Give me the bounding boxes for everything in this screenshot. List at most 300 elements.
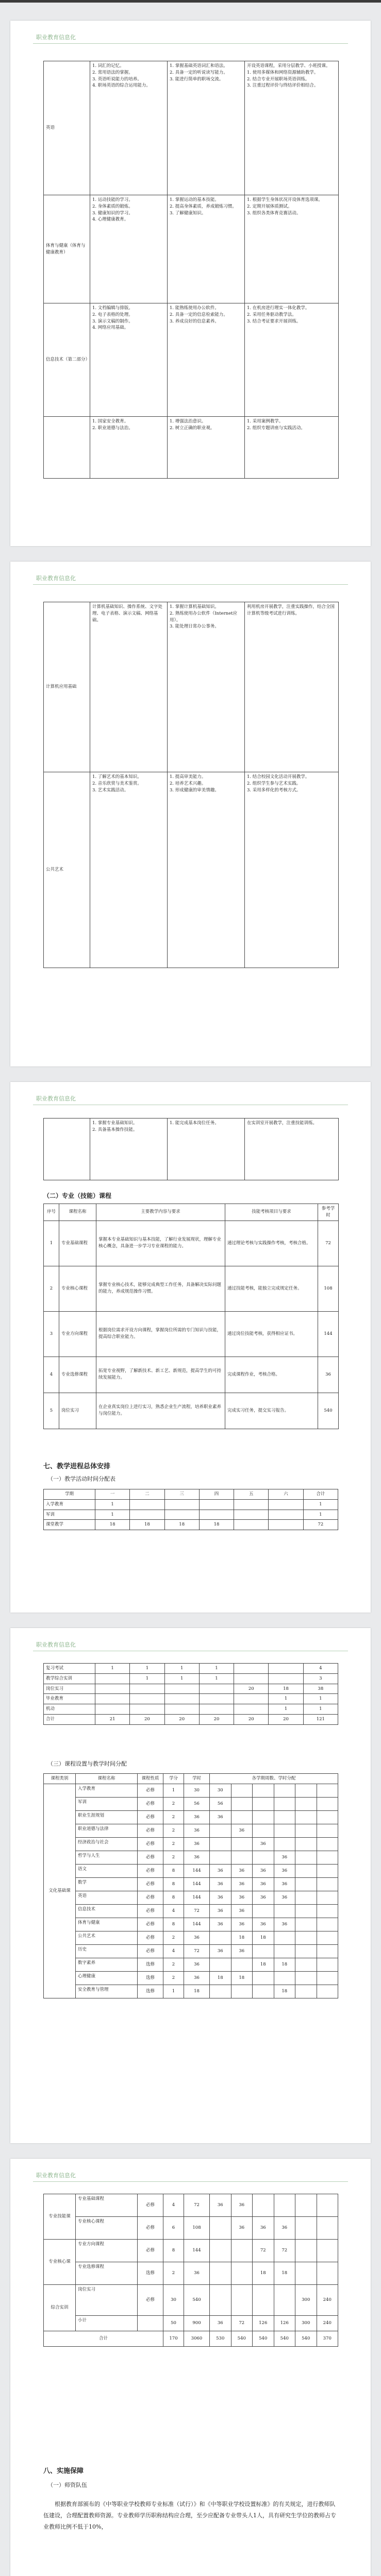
course-remark: 开设英语课程，采用分层教学、小班授课。 1. 使用多媒体和网络资源辅助教学。 2. 结合专业开展职场英语训练。 3. 注重过程评价与终结评价相结合。 [245, 61, 339, 195]
column-header: 五 [234, 1489, 269, 1500]
course-category [44, 417, 90, 479]
term-hours [317, 1824, 338, 1837]
term-hours: 18 [210, 1971, 231, 1985]
term-hours [317, 2262, 338, 2285]
page-header-rule [33, 584, 348, 585]
course-credits: 2 [163, 1810, 184, 1824]
cell: 1 [303, 1694, 338, 1704]
course-name: 职业道德与法律 [76, 1824, 138, 1837]
course-no: 2 [44, 1266, 59, 1311]
course-nature: 必修 [138, 1904, 163, 1918]
table-row [44, 1520, 338, 1530]
term-hours: 36 [274, 1851, 295, 1864]
public-course-table-continued [43, 1118, 339, 1180]
term-hours: 240 [317, 2316, 338, 2331]
term-hours: 36 [210, 1918, 231, 1931]
cell: 20 [234, 1714, 269, 1724]
course-hours: 144 [184, 1877, 210, 1891]
term-hours [231, 1784, 253, 1797]
course-nature: 选修 [138, 2262, 163, 2285]
course-hours: 540 [318, 1393, 339, 1429]
column-header: 二 [130, 1489, 164, 1500]
term-hours: 18 [253, 1958, 274, 1971]
cell: 18 [269, 1684, 303, 1694]
cell: 1 [95, 1664, 130, 1674]
course-name: 专业选修课程 [76, 2262, 138, 2285]
table-row [44, 1357, 339, 1393]
table-row [44, 1944, 338, 1958]
page-header-logo: 职业教育信息化 [36, 1641, 76, 1648]
table-row [44, 1958, 338, 1971]
course-requirement: 1. 掌握基础英语词汇和语法。 2. 具备一定的听说读写能力。 3. 能进行简单的职场交流。 [168, 61, 245, 195]
term-hours [253, 1797, 274, 1810]
cell: 1 [199, 1673, 234, 1684]
term-hours [317, 1918, 338, 1931]
course-name: 小计 [76, 2316, 138, 2331]
term-hours [317, 1837, 338, 1851]
term-hours: 36 [210, 1891, 231, 1904]
course-nature: 必修 [138, 1877, 163, 1891]
course-content: 掌握专业核心技术，能够完成典型工作任务，具备解决实际问题的能力，养成规范操作习惯。 [96, 1266, 225, 1311]
term-hours: 18 [274, 2262, 295, 2285]
table-row [44, 1824, 338, 1837]
course-name: 专业基础课程 [59, 1221, 96, 1266]
cell: 1 [269, 1704, 303, 1715]
section-title: 八、实施保障 [43, 2467, 84, 2475]
term-hours: 36 [210, 2194, 231, 2217]
cell: 18 [199, 1520, 234, 1530]
term-hours: 36 [231, 1904, 253, 1918]
term-hours [317, 1797, 338, 1810]
page-3 [10, 1082, 371, 1613]
page-5 [10, 2159, 371, 2576]
page-header-logo: 职业教育信息化 [36, 1095, 76, 1102]
course-skill: 完成实习任务，提交实习报告。 [225, 1393, 318, 1429]
term-hours [210, 2262, 231, 2285]
column-header: 课程名称 [59, 1204, 96, 1221]
term-hours: 36 [274, 1891, 295, 1904]
course-hours: 30 [184, 1784, 210, 1797]
table-row [44, 1971, 338, 1985]
course-hours: 36 [184, 1837, 210, 1851]
term-hours [231, 1837, 253, 1851]
cell [199, 1510, 234, 1520]
cell [95, 1694, 130, 1704]
row-label: 岗位实习 [44, 1684, 95, 1694]
table-row [44, 303, 339, 417]
term-hours: 72 [274, 2240, 295, 2262]
total-label: 合计 [44, 2331, 163, 2347]
term-hours [231, 2240, 253, 2262]
course-nature: 必修 [138, 2194, 163, 2217]
term-hours: 126 [253, 2316, 274, 2331]
table-row [44, 1985, 338, 1998]
course-name: 专业方向课程 [76, 2240, 138, 2262]
term-total: 530 [210, 2331, 231, 2347]
term-hours [231, 1797, 253, 1810]
course-hours: 144 [184, 1864, 210, 1877]
term-hours [295, 1810, 317, 1824]
course-credits: 6 [163, 2217, 184, 2240]
term-hours [253, 1784, 274, 1797]
course-credits: 2 [163, 1797, 184, 1810]
column-header: 六 [269, 1489, 303, 1500]
term-hours: 36 [210, 1877, 231, 1891]
term-hours: 72 [253, 2240, 274, 2262]
term-hours [295, 1985, 317, 1998]
term-hours [295, 1784, 317, 1797]
course-nature: 选修 [138, 1971, 163, 1985]
term-hours [295, 2194, 317, 2217]
course-hours: 56 [184, 1797, 210, 1810]
cell: 121 [303, 1714, 338, 1724]
cell [199, 1499, 234, 1510]
term-hours [317, 1864, 338, 1877]
table-row [44, 417, 339, 479]
term-hours [295, 1891, 317, 1904]
table-row [44, 1931, 338, 1944]
course-content: 1. 国家安全教育。 2. 职业道德与法治。 [90, 417, 168, 479]
course-nature: 必修 [138, 1918, 163, 1931]
term-hours [317, 1958, 338, 1971]
term-hours [274, 1824, 295, 1837]
course-nature: 必修 [138, 1931, 163, 1944]
course-name: 专业选修课程 [59, 1357, 96, 1393]
table-row [44, 2194, 338, 2217]
course-credits: 50 [163, 2316, 184, 2331]
course-nature: 必修 [138, 2217, 163, 2240]
cell: 1 [130, 1664, 164, 1674]
course-hours: 108 [184, 2217, 210, 2240]
cell [164, 1499, 199, 1510]
term-hours [274, 1797, 295, 1810]
cell: 1 [199, 1664, 234, 1674]
cell [95, 1684, 130, 1694]
course-name: 入学教育 [76, 1784, 138, 1797]
row-label: 军训 [44, 1510, 95, 1520]
term-hours: 300 [295, 2285, 317, 2316]
cell [269, 1510, 303, 1520]
term-hours [253, 2285, 274, 2316]
term-hours [317, 1944, 338, 1958]
table-row [44, 1891, 338, 1904]
table-row [44, 2262, 338, 2285]
term-hours [295, 2262, 317, 2285]
cell [164, 1684, 199, 1694]
course-content: 1. 词汇的记忆。 2. 常用语法的掌握。 3. 英语听说能力的培养。 4. 职场英语的综合运用能力。 [90, 61, 168, 195]
row-group-label: 专业核心课 [44, 2240, 76, 2285]
table-header-row [44, 1774, 338, 1784]
professional-course-table [43, 1204, 339, 1429]
term-hours [295, 1851, 317, 1864]
term-hours [274, 1931, 295, 1944]
course-content: 1. 文档编辑与排版。 2. 电子表格的处理。 3. 演示文稿的制作。 4. 网络应用基础。 [90, 303, 168, 417]
cell [269, 1499, 303, 1510]
table-header-row [44, 1489, 338, 1500]
term-hours [317, 1904, 338, 1918]
row-group-label: 综合实训 [44, 2285, 76, 2331]
term-hours [231, 2285, 253, 2316]
term-hours [274, 1971, 295, 1985]
course-hours: 144 [318, 1311, 339, 1357]
course-nature: 必修 [138, 1810, 163, 1824]
course-hours: 36 [184, 1971, 210, 1985]
course-hours: 72 [318, 1221, 339, 1266]
term-hours [317, 1931, 338, 1944]
course-category: 计算机应用基础 [44, 602, 90, 772]
row-label: 教学综合实训 [44, 1673, 95, 1684]
cell: 20 [130, 1714, 164, 1724]
row-label: 机动 [44, 1704, 95, 1715]
page-1 [10, 21, 371, 546]
table-row [44, 1684, 338, 1694]
term-hours: 18 [253, 1931, 274, 1944]
public-course-table [43, 61, 339, 479]
course-hours: 36 [184, 1931, 210, 1944]
table-row [44, 2285, 338, 2316]
column-header: 一 [95, 1489, 130, 1500]
table-row [44, 1499, 338, 1510]
term-hours: 36 [253, 1877, 274, 1891]
course-name: 体育与健康 [76, 1918, 138, 1931]
course-credits: 2 [163, 2262, 184, 2285]
cell: 4 [303, 1664, 338, 1674]
course-hours: 540 [184, 2285, 210, 2316]
course-hours: 144 [184, 1891, 210, 1904]
term-hours [317, 2217, 338, 2240]
term-hours [210, 1837, 231, 1851]
course-nature: 选修 [138, 1958, 163, 1971]
course-name: 岗位实习 [76, 2285, 138, 2316]
course-name: 心理健康 [76, 1971, 138, 1985]
course-credits: 8 [163, 2240, 184, 2262]
course-credits: 8 [163, 1891, 184, 1904]
course-content: 1. 运动技能的学习。 2. 身体素质的锻炼。 3. 健康知识的学习。 4. 心理健康教育。 [90, 195, 168, 303]
term-hours: 300 [295, 2316, 317, 2331]
cell: 3 [303, 1673, 338, 1684]
cell: 1 [95, 1499, 130, 1510]
term-hours: 36 [210, 1810, 231, 1824]
term-hours [210, 2285, 231, 2316]
course-requirement: 1. 能完成基本岗位任务。 [168, 1118, 245, 1180]
column-header: 各学期周数、学时分配 [210, 1774, 338, 1784]
term-hours: 36 [231, 1824, 253, 1837]
course-hours: 36 [184, 1851, 210, 1864]
course-nature: 选修 [138, 1985, 163, 1998]
term-hours [253, 1824, 274, 1837]
cell [199, 1684, 234, 1694]
course-category: 信息技术（第二部分） [44, 303, 90, 417]
course-hours: 144 [184, 2240, 210, 2262]
term-hours: 36 [274, 2217, 295, 2240]
cell [269, 1664, 303, 1674]
row-label: 入学教育 [44, 1499, 95, 1510]
course-hours: 36 [184, 1810, 210, 1824]
course-name: 经济政治与社会 [76, 1837, 138, 1851]
term-hours [295, 2217, 317, 2240]
term-hours [317, 1891, 338, 1904]
body-paragraph: 根据教育部颁布的《中等职业学校教师专业标准（试行）》和《中等职业学校设置标准》的有关规定，进行教师队伍建设，合理配置教师资源。专业教师学历职称结构应合理，至少应配备专业带头人1人，具有研究生学位的教师占专业教师比例不低于10%， [43, 2501, 336, 2530]
course-category [44, 1118, 90, 1180]
course-nature: 必修 [138, 1851, 163, 1864]
cell [269, 1673, 303, 1684]
term-hours [274, 1837, 295, 1851]
cell [130, 1510, 164, 1520]
course-name: 专业核心课程 [76, 2217, 138, 2240]
course-skill: 通过技能考核，能独立完成规定任务。 [225, 1266, 318, 1311]
course-category: 体育与健康（体育与健康教育） [44, 195, 90, 303]
course-requirement: 1. 掌握计算机基础知识。 2. 熟练使用办公软件（Internet应用）。 3. 能处理日常办公事务。 [168, 602, 245, 772]
term-hours [231, 1810, 253, 1824]
term-hours [295, 1837, 317, 1851]
term-hours: 36 [274, 1877, 295, 1891]
term-hours: 36 [210, 1944, 231, 1958]
course-name: 军训 [76, 1797, 138, 1810]
course-credits: 2 [163, 1837, 184, 1851]
course-nature: 必修 [138, 2240, 163, 2262]
term-hours [253, 1904, 274, 1918]
cell [199, 1704, 234, 1715]
term-hours [295, 1904, 317, 1918]
term-hours [253, 1851, 274, 1864]
term-hours [274, 1944, 295, 1958]
cell [95, 1704, 130, 1715]
table-row [44, 1510, 338, 1520]
table-row [44, 1714, 338, 1724]
term-hours: 36 [231, 1891, 253, 1904]
term-hours: 36 [210, 1904, 231, 1918]
course-name: 职业生涯规划 [76, 1810, 138, 1824]
row-label: 合计 [44, 1714, 95, 1724]
table-row [44, 1673, 338, 1684]
term-hours [317, 1971, 338, 1985]
column-header: 主要教学内容与要求 [96, 1204, 225, 1221]
course-name: 专业核心课程 [59, 1266, 96, 1311]
term-hours: 56 [210, 1797, 231, 1810]
term-hours [274, 2194, 295, 2217]
cell [234, 1664, 269, 1674]
term-hours [295, 1864, 317, 1877]
term-hours: 30 [210, 1784, 231, 1797]
course-credits: 2 [163, 1958, 184, 1971]
subsection-title: （三）课程设置与教学时间分配 [47, 1760, 127, 1767]
cell [164, 1510, 199, 1520]
subsection-title: （一）教学活动时间分配表 [47, 1476, 115, 1482]
term-hours [210, 2217, 231, 2240]
course-name: 岗位实习 [59, 1393, 96, 1429]
term-hours [317, 1851, 338, 1864]
course-name: 数字素养 [76, 1958, 138, 1971]
term-hours: 18 [274, 1985, 295, 1998]
term-hours [253, 2194, 274, 2217]
course-nature: 必修 [138, 1797, 163, 1810]
table-row [44, 772, 339, 968]
term-hours [253, 1971, 274, 1985]
course-no: 5 [44, 1393, 59, 1429]
term-hours: 126 [274, 2316, 295, 2331]
course-no: 1 [44, 1221, 59, 1266]
cell [234, 1704, 269, 1715]
term-total: 540 [231, 2331, 253, 2347]
cell [130, 1499, 164, 1510]
term-hours [295, 1971, 317, 1985]
course-remark: 利用机房开展教学，注重实践操作，结合全国计算机等级考试进行训练。 [245, 602, 339, 772]
cell [234, 1673, 269, 1684]
subsection-title: （一）师资队伍 [47, 2482, 87, 2488]
cell: 1 [95, 1510, 130, 1520]
cell: 1 [164, 1673, 199, 1684]
course-content: 计算机基础知识、操作系统、文字处理、电子表格、演示文稿、网络基础。 [90, 602, 168, 772]
course-skill: 通过理论考核与实践操作考核，考核合格。 [225, 1221, 318, 1266]
page-header-logo: 职业教育信息化 [36, 34, 76, 41]
course-credits: 30 [163, 2285, 184, 2316]
course-credits: 1 [163, 1784, 184, 1797]
course-nature: 必修 [138, 1784, 163, 1797]
term-hours: 18 [253, 2262, 274, 2285]
column-header: 三 [164, 1489, 199, 1500]
table-row [44, 1864, 338, 1877]
course-credits: 4 [163, 1904, 184, 1918]
course-remark: 1. 结合校园文化活动开展教学。 2. 组织学生参与艺术实践。 3. 采用多样化的考核方式。 [245, 772, 339, 968]
term-total: 540 [295, 2331, 317, 2347]
page-4 [10, 1628, 371, 2143]
page-header-rule [33, 43, 348, 44]
course-credits: 8 [163, 1918, 184, 1931]
cell: 20 [164, 1714, 199, 1724]
term-hours: 36 [253, 1891, 274, 1904]
table-row [44, 1851, 338, 1864]
page-header-logo: 职业教育信息化 [36, 2172, 76, 2179]
time-allocation-table-continued [43, 1663, 338, 1725]
cell [234, 1510, 269, 1520]
term-hours [253, 1985, 274, 1998]
table-row [44, 2240, 338, 2262]
cell [234, 1694, 269, 1704]
term-hours [317, 1784, 338, 1797]
term-hours: 18 [231, 1931, 253, 1944]
table-row [44, 1877, 338, 1891]
term-hours: 36 [231, 1877, 253, 1891]
column-header: 合计 [303, 1489, 338, 1500]
term-hours [295, 2240, 317, 2262]
term-hours: 18 [274, 1958, 295, 1971]
term-hours [210, 1824, 231, 1837]
cell [164, 1704, 199, 1715]
term-hours [274, 2285, 295, 2316]
term-hours: 36 [231, 1918, 253, 1931]
course-name: 公共艺术 [76, 1931, 138, 1944]
term-hours: 36 [210, 1864, 231, 1877]
course-hours: 36 [184, 1824, 210, 1837]
column-header: 技能考核项目与要求 [225, 1204, 318, 1221]
row-label: 课堂教学 [44, 1520, 95, 1530]
course-name: 历史 [76, 1944, 138, 1958]
course-remark: 1. 采用案例教学。 2. 组织专题讲座与实践活动。 [245, 417, 339, 479]
top-bar [0, 0, 381, 3]
course-category: 公共艺术 [44, 772, 90, 968]
term-hours [295, 1824, 317, 1837]
course-content: 根据岗位需求开设方向课程，掌握岗位所需的专门知识与技能，提高综合职业能力。 [96, 1311, 225, 1357]
course-name: 专业方向课程 [59, 1311, 96, 1357]
column-header: 课程名称 [76, 1774, 138, 1784]
table-row [44, 2217, 338, 2240]
course-credits: 2 [163, 1931, 184, 1944]
course-name: 安全教育与管理 [76, 1985, 138, 1998]
course-content: 在企业真实岗位上进行实习，熟悉企业生产流程，培养职业素养与岗位能力。 [96, 1393, 225, 1429]
term-hours [210, 1958, 231, 1971]
term-hours: 36 [231, 2217, 253, 2240]
term-hours [317, 1877, 338, 1891]
